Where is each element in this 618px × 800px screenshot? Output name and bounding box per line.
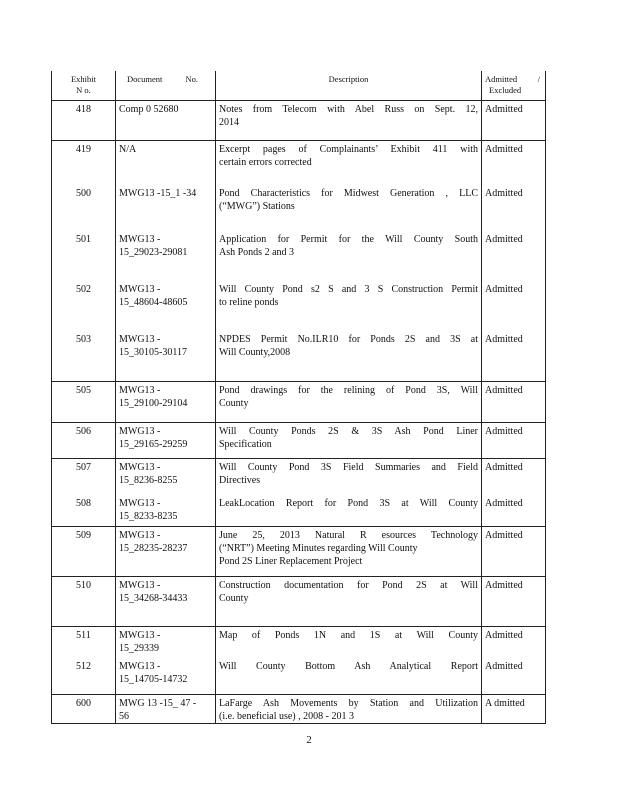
description	[216, 626, 482, 658]
description-line1: Pond Characteristics for Midwest Generation , LLC	[219, 188, 478, 199]
description	[216, 331, 482, 381]
document-number-line2: 15_30105-30117	[119, 347, 187, 358]
table-row	[52, 694, 546, 723]
admission-status: Admitted	[482, 231, 546, 281]
document-number	[116, 100, 216, 140]
document-number	[116, 458, 216, 495]
admission-status: Admitted	[482, 658, 546, 694]
exhibit-number: 418	[52, 100, 116, 140]
description-line1: June 25, 2013 Natural R esources Technology	[219, 529, 478, 541]
description-line2: Specification	[219, 438, 272, 450]
document-number-line2: 15_28235-28237	[119, 542, 188, 554]
table-row	[52, 458, 546, 495]
description-line1: Pond drawings for the relining of Pond 3S, Will	[219, 384, 478, 396]
header-document-no: No.	[185, 74, 198, 84]
header-exhibit-line2: N o.	[76, 85, 91, 95]
document-number	[116, 231, 216, 281]
document-number-line1: MWG13 -	[119, 284, 161, 295]
document-number	[116, 281, 216, 331]
document-number	[116, 331, 216, 381]
table-row	[52, 185, 546, 231]
document-number-line1: MWG13 -	[119, 498, 161, 509]
document-number-line2: 15_29339	[119, 642, 159, 654]
exhibit-number: 502	[52, 281, 116, 331]
table-row	[52, 626, 546, 658]
description	[216, 526, 482, 576]
document-number-line1: MWG13 -	[119, 661, 161, 672]
description-line2: County	[219, 592, 249, 604]
description-line2: (“NRT”) Meeting Minutes regarding Will County	[219, 542, 418, 554]
description	[216, 185, 482, 231]
document-number-line1: Comp 0 52680	[119, 103, 179, 115]
description-line2: Ash Ponds 2 and 3	[219, 247, 295, 258]
page-number: 2	[306, 734, 312, 746]
document-number-line1: MWG13 -	[119, 425, 161, 437]
description	[216, 694, 482, 723]
header-document	[116, 71, 216, 100]
header-document-label: Document	[127, 74, 163, 84]
document-number-line2: 15_48604-48605	[119, 297, 188, 308]
admission-status: Admitted	[482, 526, 546, 576]
document-number	[116, 694, 216, 723]
admission-status: Admitted	[482, 576, 546, 626]
description-line1: Application for Permit for the Will County South	[219, 234, 478, 245]
document-number-line2: 15_8233-8235	[119, 511, 178, 522]
description	[216, 231, 482, 281]
description-line2: Will County,2008	[219, 347, 291, 358]
description-line1: LeakLocation Report for Pond 3S at Will County	[219, 498, 478, 509]
document-number	[116, 658, 216, 694]
exhibit-number: 511	[52, 626, 116, 658]
description-line1: Construction documentation for Pond 2S at Will	[219, 579, 478, 591]
table-row	[52, 231, 546, 281]
document-number-line1: MWG13 -	[119, 579, 161, 591]
header-admitted-line2: Excluded	[489, 85, 522, 95]
document-number	[116, 495, 216, 526]
admission-status: Admitted	[482, 422, 546, 458]
description	[216, 281, 482, 331]
exhibit-number: 501	[52, 231, 116, 281]
description-line2: Directives	[219, 474, 261, 486]
document-number	[116, 381, 216, 422]
table-row	[52, 495, 546, 526]
document-number-line1: MWG13 -	[119, 461, 161, 473]
table-row	[52, 331, 546, 381]
exhibit-number: 505	[52, 381, 116, 422]
exhibit-number: 508	[52, 495, 116, 526]
admission-status: Admitted	[482, 140, 546, 185]
admission-status: Admitted	[482, 495, 546, 526]
document-number	[116, 626, 216, 658]
document-number-line1: MWG13 -	[119, 334, 161, 345]
exhibit-number: 506	[52, 422, 116, 458]
exhibit-number: 503	[52, 331, 116, 381]
description-line1: LaFarge Ash Movements by Station and Utilization	[219, 697, 478, 709]
exhibit-number: 510	[52, 576, 116, 626]
description-line2: 2014	[219, 116, 239, 128]
document-number-line2: 56	[119, 710, 129, 722]
admission-status: A dmitted	[482, 694, 546, 723]
document-number-line2: 15_29165-29259	[119, 438, 188, 450]
admission-status: Admitted	[482, 281, 546, 331]
description	[216, 576, 482, 626]
description-line3: Pond 2S Liner Replacement Project	[219, 555, 363, 567]
description	[216, 140, 482, 185]
document-number	[116, 140, 216, 185]
document-number-line2: 15_29100-29104	[119, 397, 188, 409]
admission-status: Admitted	[482, 381, 546, 422]
document-number-line2: 15_8236-8255	[119, 474, 178, 486]
table-row	[52, 422, 546, 458]
description-line1: Notes from Telecom with Abel Russ on Sept. 12,	[219, 103, 478, 115]
description-line1: Excerpt pages of Complainants’ Exhibit 411 with	[219, 143, 478, 155]
document-number-line2: 15_14705-14732	[119, 674, 188, 685]
document-number-line1: N/A	[119, 143, 137, 155]
description-line1: Will County Ponds 2S & 3S Ash Pond Liner	[219, 425, 478, 437]
document-number	[116, 185, 216, 231]
description-line2: (“MWG”) Stations	[219, 201, 295, 212]
description-line1: NPDES Permit No.ILR10 for Ponds 2S and 3S at	[219, 334, 478, 345]
header-admitted	[482, 71, 546, 100]
table-row	[52, 658, 546, 694]
description-line2: certain errors corrected	[219, 156, 312, 168]
header-admitted-line1: Admitted	[485, 74, 518, 84]
exhibit-number: 600	[52, 694, 116, 723]
document-number	[116, 526, 216, 576]
exhibit-number: 419	[52, 140, 116, 185]
document-number-line1: MWG 13 -15_ 47 -	[119, 697, 197, 709]
exhibit-number: 500	[52, 185, 116, 231]
exhibit-table	[51, 71, 546, 724]
exhibit-number: 512	[52, 658, 116, 694]
table-row	[52, 140, 546, 185]
admission-status: Admitted	[482, 331, 546, 381]
header-description: Description	[216, 71, 482, 100]
description	[216, 458, 482, 495]
document-number-line1: MWG13 -	[119, 384, 161, 396]
document-number-line1: MWG13 -15_1 -34	[119, 188, 197, 199]
document-number-line2: 15_34268-34433	[119, 592, 188, 604]
description-line2: to reline ponds	[219, 297, 279, 308]
admission-status: Admitted	[482, 185, 546, 231]
exhibit-number: 507	[52, 458, 116, 495]
description	[216, 381, 482, 422]
header-exhibit	[52, 71, 116, 100]
description-line1: Map of Ponds 1N and 1S at Will County	[219, 629, 478, 641]
document-number	[116, 576, 216, 626]
table-row	[52, 381, 546, 422]
description	[216, 658, 482, 694]
table-row	[52, 576, 546, 626]
description-line2: (i.e. beneficial use) , 2008 - 201 3	[219, 710, 354, 722]
description-line2: County	[219, 397, 249, 409]
header-admitted-slash: /	[537, 74, 540, 84]
document-number-line2: 15_29023-29081	[119, 247, 188, 258]
exhibit-number: 509	[52, 526, 116, 576]
header-exhibit-line1: Exhibit	[70, 74, 97, 84]
description	[216, 422, 482, 458]
table-row	[52, 526, 546, 576]
description-line1: Will County Pond 3S Field Summaries and Field	[219, 461, 478, 473]
admission-status: Admitted	[482, 626, 546, 658]
description	[216, 100, 482, 140]
description-line1: Will County Pond s2 S and 3 S Construction Permit	[219, 284, 478, 295]
description	[216, 495, 482, 526]
document-number-line1: MWG13 -	[119, 529, 161, 541]
document-number	[116, 422, 216, 458]
table-row	[52, 100, 546, 140]
admission-status: Admitted	[482, 100, 546, 140]
admission-status: Admitted	[482, 458, 546, 495]
document-number-line1: MWG13 -	[119, 234, 161, 245]
table-row	[52, 281, 546, 331]
document-number-line1: MWG13 -	[119, 629, 161, 641]
description-line1: Will County Bottom Ash Analytical Report	[219, 661, 478, 672]
